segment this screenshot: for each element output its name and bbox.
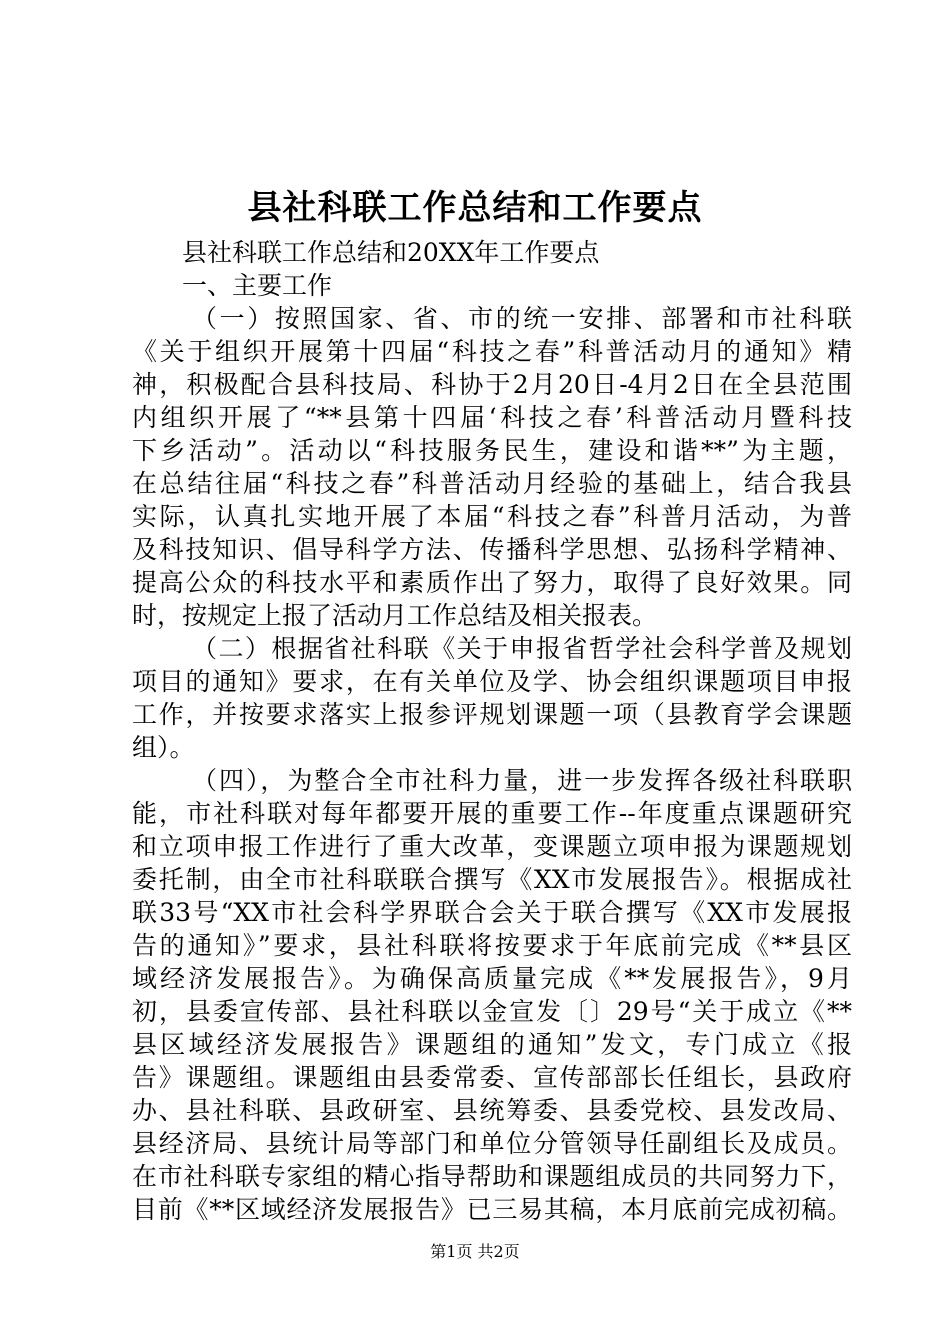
paragraph-3-line: 联33号“XX市社会科学界联合会关于联合撰写《XX市发展报 [132,898,852,927]
paragraph-1-line: 神，积极配合县科技局、科协于2月20日-4月2日在全县范围 [132,370,852,399]
document-subtitle: 县社科联工作总结和20XX年工作要点 [182,238,600,267]
paragraph-3-line: 初，县委宣传部、县社科联以金宣发〔〕29号“关于成立《** [132,997,852,1026]
paragraph-2-line: 项目的通知》要求，在有关单位及学、协会组织课题项目申报 [132,667,852,696]
paragraph-3-line: 告》课题组。课题组由县委常委、宣传部部长任组长，县政府 [132,1063,852,1092]
paragraph-1-line: 内组织开展了“**县第十四届‘科技之春’科普活动月暨科技 [132,403,852,432]
paragraph-3-line: 告的通知》”要求，县社科联将按要求于年底前完成《**县区 [132,931,852,960]
paragraph-3-line: 委托制，由全市社科联联合撰写《XX市发展报告》。根据成社 [132,865,852,894]
page-footer: 第1页 共2页 [430,1242,520,1261]
paragraph-2-line: 工作，并按要求落实上报参评规划课题一项（县教育学会课题 [132,700,852,729]
paragraph-1-line: 提高公众的科技水平和素质作出了努力，取得了良好效果。同 [132,568,852,597]
paragraph-3-line: 目前《**区域经济发展报告》已三易其稿，本月底前完成初稿。 [132,1195,852,1224]
paragraph-3-line: 能，市社科联对每年都要开展的重要工作--年度重点课题研究 [132,799,852,828]
document-body [132,236,852,1226]
paragraph-1-line: 在总结往届“科技之春”科普活动月经验的基础上，结合我县 [132,469,852,498]
paragraph-1-line: 下乡活动”。活动以“科技服务民生，建设和谐**”为主题， [132,436,852,465]
paragraph-2-line: （二）根据省社科联《关于申报省哲学社会科学普及规划 [192,634,852,663]
section-heading: 一、主要工作 [182,271,333,300]
paragraph-3-line: 县区域经济发展报告》课题组的通知”发文，专门成立《报 [132,1030,852,1059]
paragraph-3-line: 在市社科联专家组的精心指导帮助和课题组成员的共同努力下， [132,1162,852,1191]
paragraph-1-line: （一）按照国家、省、市的统一安排、部署和市社科联 [192,304,852,333]
paragraph-3-line: （四），为整合全市社科力量，进一步发挥各级社科联职 [192,766,852,795]
paragraph-1-line: 《关于组织开展第十四届“科技之春”科普活动月的通知》精 [132,337,852,366]
paragraph-3-line: 办、县社科联、县政研室、县统筹委、县委党校、县发改局、 [132,1096,852,1125]
paragraph-3-line: 域经济发展报告》。为确保高质量完成《**发展报告》，9月 [132,964,852,993]
paragraph-2-line: 组）。 [132,733,195,762]
document-title: 县社科联工作总结和工作要点 [247,188,703,228]
paragraph-3-line: 县经济局、县统计局等部门和单位分管领导任副组长及成员。 [132,1129,852,1158]
paragraph-1-line: 时，按规定上报了活动月工作总结及相关报表。 [132,601,658,630]
paragraph-3-line: 和立项申报工作进行了重大改革，变课题立项申报为课题规划 [132,832,852,861]
paragraph-1-line: 及科技知识、倡导科学方法、传播科学思想、弘扬科学精神、 [132,535,852,564]
paragraph-1-line: 实际，认真扎实地开展了本届“科技之春”科普月活动，为普 [132,502,852,531]
